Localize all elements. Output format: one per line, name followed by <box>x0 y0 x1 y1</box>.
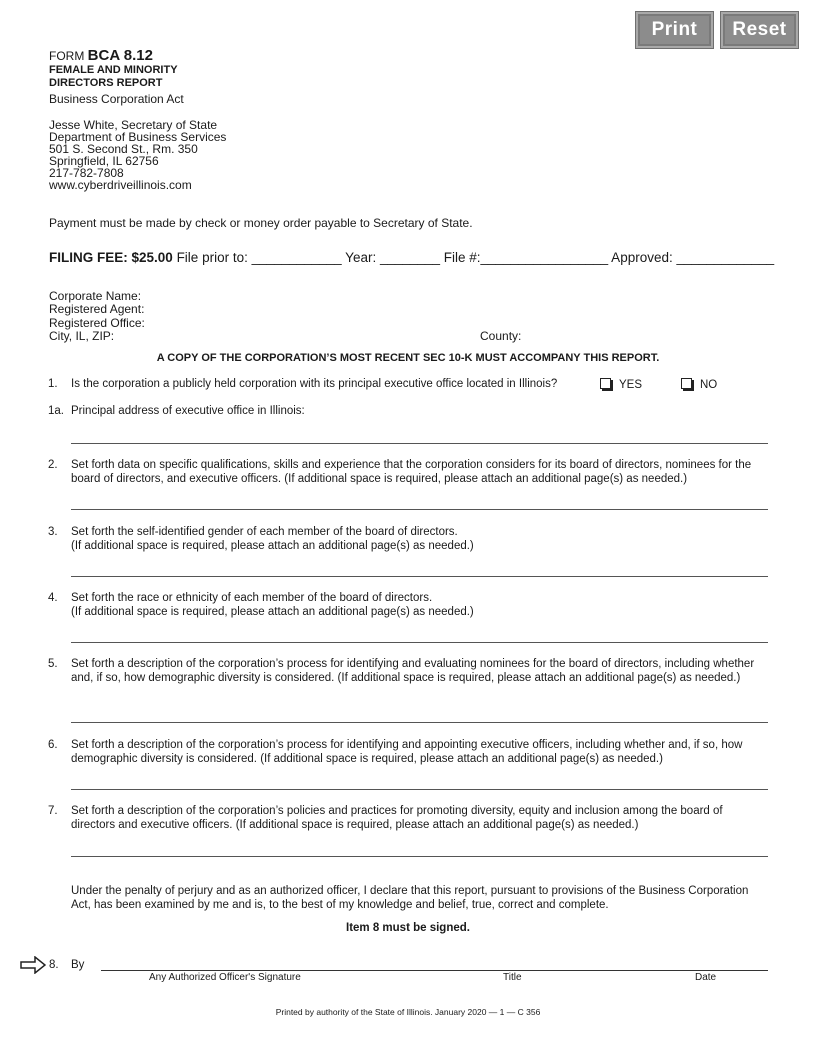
q4-text-line1: Set forth the race or ethnicity of each member of the board of directors. <box>71 592 433 604</box>
q3-text-line1: Set forth the self-identified gender of each member of the board of directors. <box>71 526 458 538</box>
q6 <box>48 739 768 769</box>
q6-number: 6. <box>48 739 58 751</box>
yes-checkbox[interactable] <box>600 378 611 389</box>
q5-text: Set forth a description of the corporation’s process for identifying and evaluating nominees for the board of directors, including whether and, if so, how demographic diversity is considered. (If additional space is required, please attach an additional page(s) as needed.) <box>71 658 755 684</box>
by-label: By <box>71 959 85 971</box>
payment-note: Payment must be made by check or money order payable to Secretary of State. <box>49 216 473 230</box>
signature-label: Any Authorized Officer's Signature <box>149 972 301 983</box>
registered-agent-label: Registered Agent: <box>49 302 145 316</box>
q7-number: 7. <box>48 805 58 817</box>
q1-text: Is the corporation a publicly held corporation with its principal executive office located in Illinois? <box>71 378 558 390</box>
office-website[interactable]: www.cyberdriveillinois.com <box>49 178 192 192</box>
q6-answer-line[interactable] <box>71 789 768 790</box>
no-label: NO <box>700 379 718 391</box>
office-dept: Department of Business Services <box>49 130 227 144</box>
q2-text: Set forth data on specific qualifications, skills and experience that the corporation considers for its board of directors, nominees for the board of directors, and executive officers. (If additional space is required, please attach an additional page(s) as needed.) <box>71 459 752 485</box>
form-prefix: FORM <box>49 49 85 63</box>
no-checkbox[interactable] <box>681 378 692 389</box>
q1a-answer-line[interactable] <box>71 443 768 444</box>
q7-answer-line[interactable] <box>71 856 768 857</box>
q1-number: 1. <box>48 378 58 390</box>
registered-office-label: Registered Office: <box>49 316 145 330</box>
yes-label: YES <box>619 379 643 391</box>
county-label: County: <box>480 329 522 343</box>
city-zip-label: City, IL, ZIP: <box>49 329 115 343</box>
q2 <box>48 459 768 489</box>
q3 <box>48 526 768 556</box>
corporate-name-label: Corporate Name: <box>49 289 142 303</box>
copy-notice: A COPY OF THE CORPORATION’S MOST RECENT SEC 10-K MUST ACCOMPANY THIS REPORT. <box>156 352 660 364</box>
office-phone: 217-782-7808 <box>49 166 124 180</box>
office-street: 501 S. Second St., Rm. 350 <box>49 142 198 156</box>
q5 <box>48 658 768 702</box>
filing-fields: File prior to: ____________ Year: ________ File #:_________________ Approved: _____________ <box>176 250 775 265</box>
q1a-text: Principal address of executive office in Illinois: <box>71 405 305 417</box>
perjury-declaration: Under the penalty of perjury and as an authorized officer, I declare that this report, pursuant to provisions of the Business Corporation Act, has been examined by me and is, to the best of my knowledge and belief, true, correct and complete. <box>71 885 749 911</box>
q5-number: 5. <box>48 658 58 670</box>
q6-text: Set forth a description of the corporation’s process for identifying and appointing executive officers, including whether and, if so, how demographic diversity is considered. (If additional space is required, please attach an additional page(s) as needed.) <box>71 739 743 765</box>
q3-answer-line[interactable] <box>71 576 768 577</box>
q4-answer-line[interactable] <box>71 642 768 643</box>
signature-line[interactable] <box>101 970 768 971</box>
q5-answer-line[interactable] <box>71 722 768 723</box>
filing-fee-label: FILING FEE: $25.00 <box>49 250 173 265</box>
q1-yes-option[interactable] <box>600 378 642 391</box>
q4-number: 4. <box>48 592 58 604</box>
form-number: BCA 8.12 <box>87 47 153 64</box>
form-id <box>49 47 153 64</box>
reset-button[interactable]: Reset <box>720 11 799 49</box>
title-label: Title <box>503 972 522 983</box>
q1a-number: 1a. <box>48 405 64 417</box>
footer-note: Printed by authority of the State of Illinois. January 2020 — 1 — C 356 <box>275 1007 541 1017</box>
q3-number: 3. <box>48 526 58 538</box>
q4-text-line2: (If additional space is required, please attach an additional page(s) as needed.) <box>71 605 474 618</box>
q8-number: 8. <box>49 959 59 971</box>
arrow-right-icon <box>20 956 46 974</box>
print-button[interactable]: Print <box>635 11 714 49</box>
form-title-line1: FEMALE AND MINORITY <box>49 64 178 76</box>
q4 <box>48 592 768 622</box>
q3-text-line2: (If additional space is required, please attach an additional page(s) as needed.) <box>71 539 474 552</box>
filing-fee-line <box>49 250 774 265</box>
date-label: Date <box>695 972 717 983</box>
q7 <box>48 805 768 835</box>
form-title-line2: DIRECTORS REPORT <box>49 77 163 89</box>
act-name: Business Corporation Act <box>49 92 184 106</box>
item8-notice: Item 8 must be signed. <box>346 922 470 934</box>
office-name: Jesse White, Secretary of State <box>49 118 218 132</box>
q7-text: Set forth a description of the corporation’s policies and practices for promoting diversity, equity and inclusion among the board of directors and executive officers. (If additional space is required, please attach an additional page(s) as needed.) <box>71 805 723 831</box>
q2-number: 2. <box>48 459 58 471</box>
office-city: Springfield, IL 62756 <box>49 154 159 168</box>
q2-answer-line[interactable] <box>71 509 768 510</box>
q1-no-option[interactable] <box>681 378 717 391</box>
